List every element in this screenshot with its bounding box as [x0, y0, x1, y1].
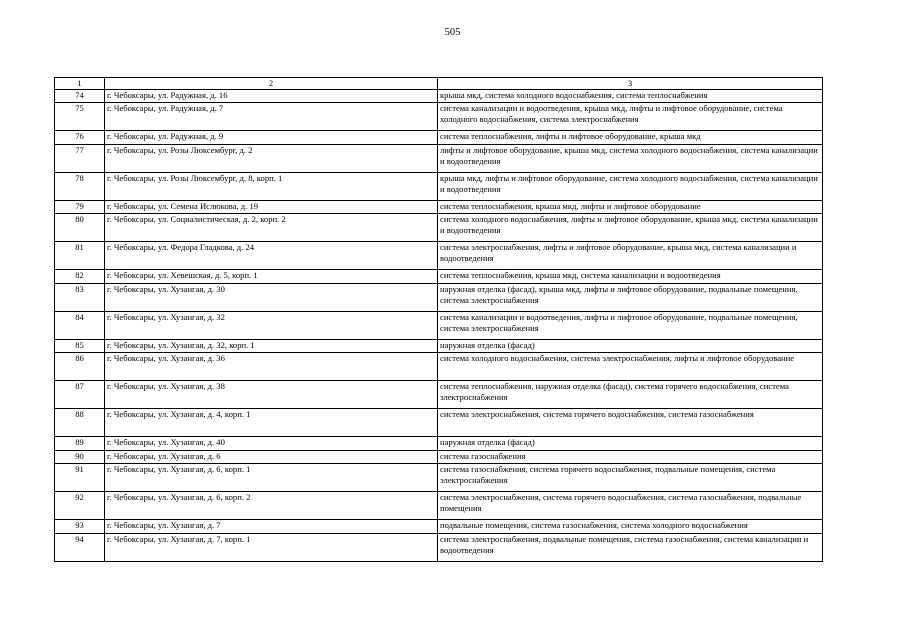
table-row [55, 131, 823, 145]
table-row [55, 103, 823, 131]
row-number: 92 [55, 492, 105, 520]
row-address: г. Чебоксары, ул. Хузангая, д. 32 [105, 312, 438, 340]
table-row [55, 492, 823, 520]
table-row [55, 284, 823, 312]
row-address: г. Чебоксары, ул. Хевешская, д. 5, корп. 1 [105, 270, 438, 284]
row-systems: крыша мкд, система холодного водоснабжения, система теплоснабжения [438, 90, 823, 103]
row-address: г. Чебоксары, ул. Розы Люксембург, д. 2 [105, 145, 438, 173]
row-address: г. Чебоксары, ул. Социалистическая, д. 2, корп. 2 [105, 214, 438, 242]
row-number: 76 [55, 131, 105, 145]
table-row [55, 214, 823, 242]
row-systems: система теплоснабжения, крыша мкд, система канализации и водоотведения [438, 270, 823, 284]
row-address: г. Чебоксары, ул. Радужная, д. 7 [105, 103, 438, 131]
row-number: 86 [55, 353, 105, 381]
row-address: г. Чебоксары, ул. Хузангая, д. 6, корп. 1 [105, 464, 438, 492]
row-address: г. Чебоксары, ул. Радужная, д. 9 [105, 131, 438, 145]
row-systems: система газоснабжения, система горячего водоснабжения, подвальные помещения, система электроснабжения [438, 464, 823, 492]
row-systems: наружная отделка (фасад) [438, 437, 823, 451]
table-row [55, 312, 823, 340]
row-number: 74 [55, 90, 105, 103]
table-row [55, 145, 823, 173]
header-col-1: 1 [55, 78, 105, 90]
page-number: 505 [444, 27, 461, 38]
row-systems: система газоснабжения [438, 451, 823, 464]
row-number: 89 [55, 437, 105, 451]
row-address: г. Чебоксары, ул. Хузангая, д. 30 [105, 284, 438, 312]
row-number: 77 [55, 145, 105, 173]
row-number: 75 [55, 103, 105, 131]
row-systems: система электроснабжения, система горячего водоснабжения, система газоснабжения [438, 409, 823, 437]
row-systems: крыша мкд, лифты и лифтовое оборудование, система холодного водоснабжения, система канализации и водоотведения [438, 173, 823, 201]
row-systems: система холодного водоснабжения, лифты и лифтовое оборудование, крыша мкд, система канализации и водоотведения [438, 214, 823, 242]
row-number: 88 [55, 409, 105, 437]
row-address: г. Чебоксары, ул. Семена Ислюкова, д. 19 [105, 201, 438, 214]
row-number: 78 [55, 173, 105, 201]
row-systems: наружная отделка (фасад) [438, 340, 823, 353]
table-row [55, 270, 823, 284]
table-row [55, 520, 823, 534]
row-number: 94 [55, 534, 105, 562]
register-table-body [55, 78, 823, 562]
table-row [55, 173, 823, 201]
table-row [55, 534, 823, 562]
table-row [55, 90, 823, 103]
table-row [55, 353, 823, 381]
row-systems: система электроснабжения, подвальные помещения, система газоснабжения, система канализации и водоотведения [438, 534, 823, 562]
row-systems: система теплоснабжения, крыша мкд, лифты и лифтовое оборудование [438, 201, 823, 214]
header-col-2: 2 [105, 78, 438, 90]
table-row [55, 451, 823, 464]
table-row [55, 409, 823, 437]
row-number: 93 [55, 520, 105, 534]
row-number: 87 [55, 381, 105, 409]
table-row [55, 437, 823, 451]
row-systems: система холодного водоснабжения, система электроснабжения, лифты и лифтовое оборудование [438, 353, 823, 381]
table-row [55, 340, 823, 353]
row-systems: лифты и лифтовое оборудование, крыша мкд, система холодного водоснабжения, система канализации и водоотведения [438, 145, 823, 173]
row-address: г. Чебоксары, ул. Хузангая, д. 40 [105, 437, 438, 451]
row-systems: система канализации и водоотведения, лифты и лифтовое оборудование, подвальные помещения, система электроснабжения [438, 312, 823, 340]
register-table [54, 77, 823, 562]
row-address: г. Чебоксары, ул. Розы Люксембург, д. 8, корп. 1 [105, 173, 438, 201]
row-systems: система канализации и водоотведения, крыша мкд, лифты и лифтовое оборудование, система холодного водоснабжения, система электроснабжения [438, 103, 823, 131]
row-address: г. Чебоксары, ул. Хузангая, д. 32, корп. 1 [105, 340, 438, 353]
row-number: 82 [55, 270, 105, 284]
row-number: 83 [55, 284, 105, 312]
row-systems: наружная отделка (фасад), крыша мкд, лифты и лифтовое оборудование, подвальные помещения, система электроснабжения [438, 284, 823, 312]
row-address: г. Чебоксары, ул. Хузангая, д. 7, корп. 1 [105, 534, 438, 562]
row-systems: подвальные помещения, система газоснабжения, система холодного водоснабжения [438, 520, 823, 534]
row-number: 81 [55, 242, 105, 270]
table-row [55, 201, 823, 214]
row-number: 90 [55, 451, 105, 464]
row-address: г. Чебоксары, ул. Хузангая, д. 36 [105, 353, 438, 381]
row-address: г. Чебоксары, ул. Хузангая, д. 6, корп. 2 [105, 492, 438, 520]
table-header-row [55, 78, 823, 90]
row-number: 80 [55, 214, 105, 242]
row-systems: система электроснабжения, лифты и лифтовое оборудование, крыша мкд, система канализации и водоотведения [438, 242, 823, 270]
table-row [55, 242, 823, 270]
header-col-3: 3 [438, 78, 823, 90]
row-address: г. Чебоксары, ул. Хузангая, д. 7 [105, 520, 438, 534]
row-systems: система электроснабжения, система горячего водоснабжения, система газоснабжения, подвальные помещения [438, 492, 823, 520]
row-address: г. Чебоксары, ул. Хузангая, д. 4, корп. 1 [105, 409, 438, 437]
table-row [55, 464, 823, 492]
row-number: 85 [55, 340, 105, 353]
row-number: 79 [55, 201, 105, 214]
row-address: г. Чебоксары, ул. Хузангая, д. 6 [105, 451, 438, 464]
row-number: 84 [55, 312, 105, 340]
row-systems: система теплоснабжения, наружная отделка (фасад), система горячего водоснабжения, система электроснабжения [438, 381, 823, 409]
table-row [55, 381, 823, 409]
row-address: г. Чебоксары, ул. Радужная, д. 16 [105, 90, 438, 103]
row-systems: система теплоснабжения, лифты и лифтовое оборудование, крыша мкд [438, 131, 823, 145]
row-address: г. Чебоксары, ул. Хузангая, д. 38 [105, 381, 438, 409]
row-number: 91 [55, 464, 105, 492]
row-address: г. Чебоксары, ул. Федора Гладкова, д. 24 [105, 242, 438, 270]
